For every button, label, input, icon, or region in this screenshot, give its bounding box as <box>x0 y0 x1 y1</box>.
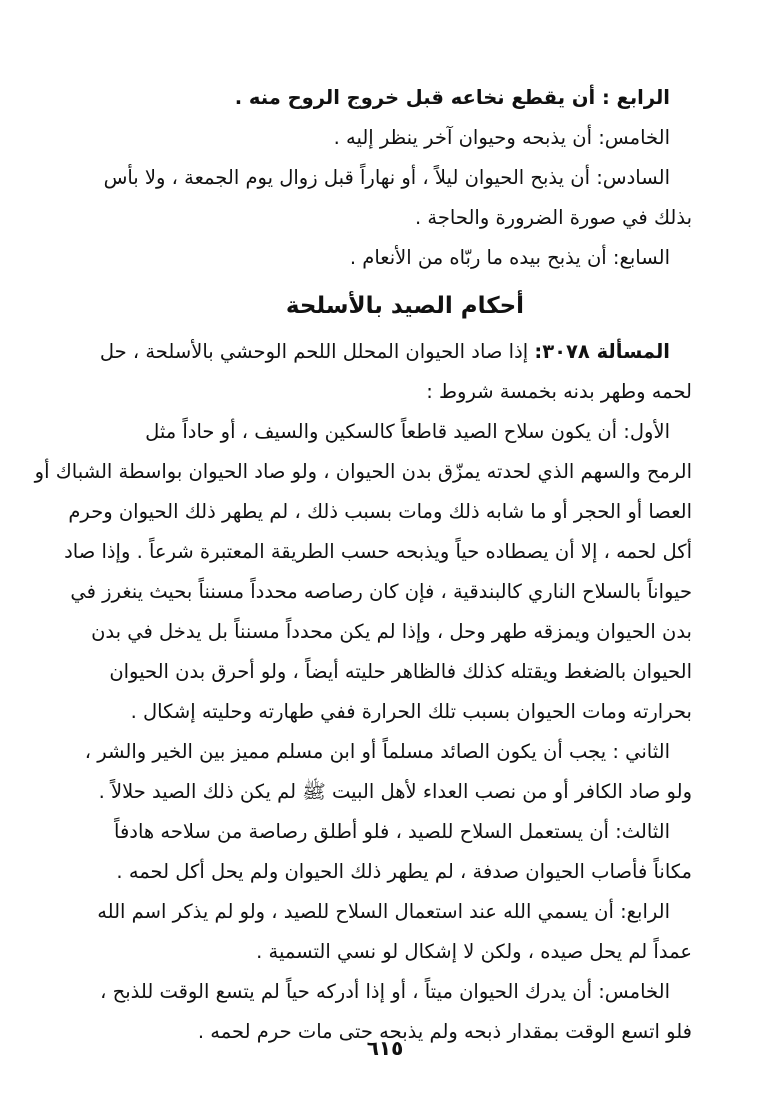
text-line: الحيوان بالضغط ويقتله كذلك فالظاهر حليته أيضاً ، ولو أحرق بدن الحيوان <box>109 660 692 683</box>
text-line: لحمه وطهر بدنه بخمسة شروط : <box>426 380 692 403</box>
text-line: أكل لحمه ، إلا أن يصطاده حياً ويذبحه حسب الطريقة المعتبرة شرعاً . وإذا صاد <box>64 540 692 563</box>
text-line: بذلك في صورة الضرورة والحاجة . <box>415 206 692 229</box>
text-line: بدن الحيوان ويمزقه طهر وحل ، وإذا لم يكن محدداً مسنناً بل يدخل في بدن <box>91 620 692 643</box>
text-line: بحرارته ومات الحيوان بسبب تلك الحرارة ففي طهارته وحليته إشكال . <box>130 700 692 723</box>
text-line: حيواناً بالسلاح الناري كالبندقية ، فإن كان رصاصه محدداً مسنناً بحيث ينغرز في <box>70 580 692 603</box>
text-line: فلو اتسع الوقت بمقدار ذبحه ولم يذبحه حتى مات حرم لحمه . <box>197 1020 692 1043</box>
text-line: الرابع: أن يسمي الله عند استعمال السلاح للصيد ، ولو لم يذكر اسم الله <box>97 900 670 923</box>
text-line: ولو صاد الكافر أو من نصب العداء لأهل البيت ﷺ لم يكن ذلك الصيد حلالاً . <box>98 780 692 803</box>
masala-text: إذا صاد الحيوان المحلل اللحم الوحشي بالأسلحة ، حل <box>99 340 535 363</box>
text-line: العصا أو الحجر أو ما شابه ذلك ومات بسبب ذلك ، لم يطهر ذلك الحيوان وحرم <box>68 500 692 523</box>
page-text-block <box>34 78 692 1052</box>
text-line: الثاني : يجب أن يكون الصائد مسلماً أو ابن مسلم مميز بين الخير والشر ، <box>84 740 670 763</box>
page-number: ٦١٥ <box>366 1036 404 1060</box>
masala-line <box>99 332 692 372</box>
masala-label: المسألة ٣٠٧٨: <box>534 340 670 363</box>
text-line: الرابع : أن يقطع نخاعه قبل خروج الروح منه . <box>234 86 670 109</box>
section-heading: أحكام الصيد بالأسلحة <box>285 293 525 319</box>
text-line: الرمح والسهم الذي لحدته يمزّق بدن الحيوان ، ولو صاد الحيوان بواسطة الشباك أو <box>34 460 692 483</box>
text-line: الأول: أن يكون سلاح الصيد قاطعاً كالسكين والسيف ، أو حاداً مثل <box>145 420 670 443</box>
text-line: الثالث: أن يستعمل السلاح للصيد ، فلو أطلق رصاصة من سلاحه هادفاً <box>114 820 670 843</box>
text-line: الخامس: أن يذبحه وحيوان آخر ينظر إليه . <box>333 126 670 149</box>
text-line: مكاناً فأصاب الحيوان صدفة ، لم يطهر ذلك الحيوان ولم يحل أكل لحمه . <box>116 860 692 883</box>
text-line: السادس: أن يذبح الحيوان ليلاً ، أو نهاراً قبل زوال يوم الجمعة ، ولا بأس <box>103 166 670 189</box>
text-line: الخامس: أن يدرك الحيوان ميتاً ، أو إذا أدركه حياً لم يتسع الوقت للذبح ، <box>100 980 670 1003</box>
text-line: عمداً لم يحل صيده ، ولكن لا إشكال لو نسي التسمية . <box>256 940 692 963</box>
text-line: السابع: أن يذبح بيده ما ربّاه من الأنعام . <box>349 246 670 269</box>
